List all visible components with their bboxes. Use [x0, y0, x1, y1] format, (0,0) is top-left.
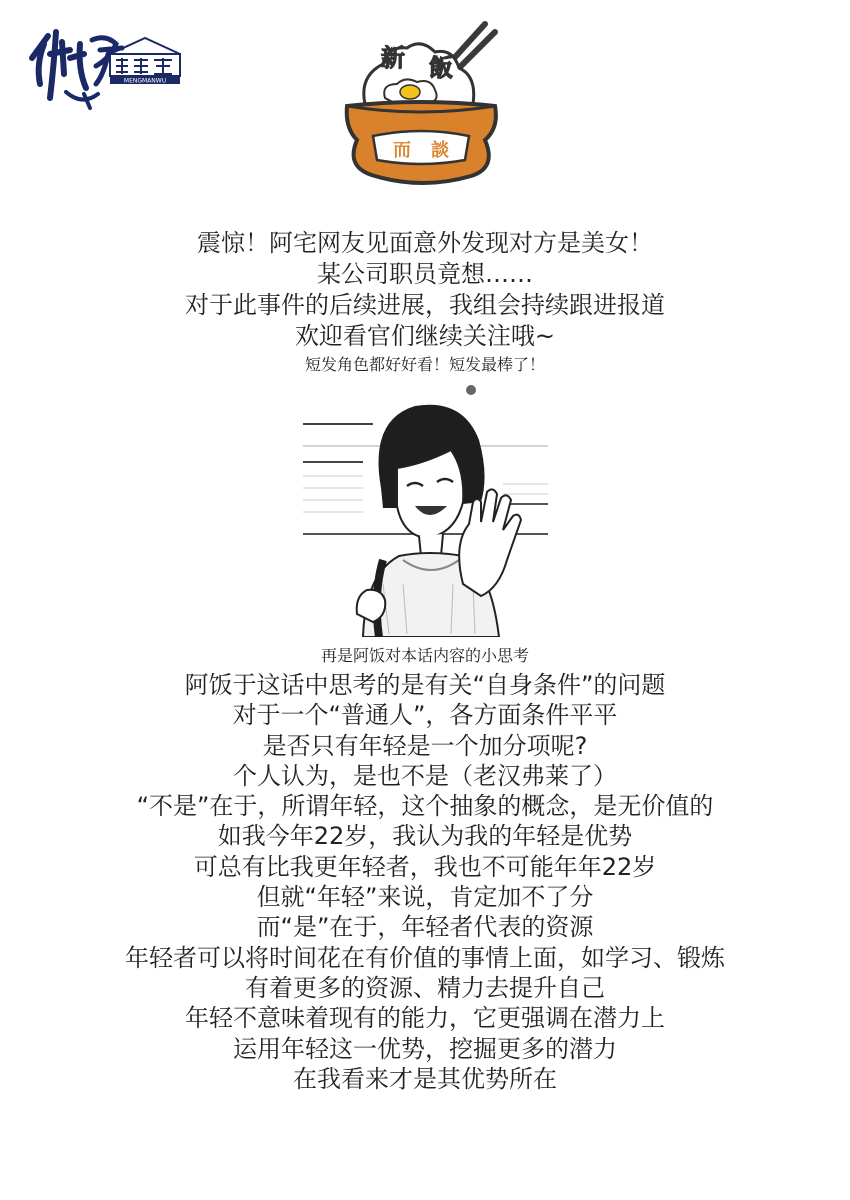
logo-char-new: 新 — [381, 44, 405, 72]
body-line: 有着更多的资源、精力去提升自己 — [245, 973, 605, 1002]
column-logo — [335, 18, 510, 190]
logo-char-talk: 談 — [431, 140, 449, 161]
logo-char-and: 而 — [393, 140, 411, 161]
intro-note: 短发角色都好好看！短发最棒了！ — [304, 355, 545, 374]
body-line: 个人认为，是也不是（老汉弗莱了） — [233, 761, 617, 790]
body-line: 阿饭于这话中思考的是有关“自身条件”的问题 — [184, 671, 666, 699]
intro-line: 某公司职员竟想…… — [317, 260, 533, 288]
intro-line: 欢迎看官们继续关注哦~ — [294, 322, 556, 350]
logo-char-rice: 飯 — [429, 54, 453, 82]
body-text — [0, 670, 850, 1094]
body-line: 对于一个“普通人”，各方面条件平平 — [232, 701, 618, 730]
body-line: 而“是”在于，年轻者代表的资源 — [256, 913, 594, 942]
logo-subtitle: MENGMANWU — [123, 77, 167, 85]
site-logo — [26, 14, 186, 114]
waving-girl-illustration — [303, 384, 548, 637]
body-line: 可总有比我更年轻者，我也不可能年年22岁 — [193, 852, 657, 881]
body-line: 但就“年轻”来说，肯定加不了分 — [256, 883, 594, 912]
panel-caption: 再是阿饭对本话内容的小思考 — [320, 646, 529, 665]
body-line: “不是”在于，所谓年轻，这个抽象的概念，是无价值的 — [136, 792, 714, 821]
body-line: 年轻者可以将时间花在有价值的事情上面，如学习、锻炼 — [125, 943, 725, 972]
body-line: 在我看来才是其优势所在 — [293, 1064, 557, 1093]
body-line: 如我今年22岁，我认为我的年轻是优势 — [217, 822, 633, 851]
intro-text — [0, 228, 850, 376]
manga-panel — [303, 384, 548, 637]
intro-line: 震惊！阿宅网友见面意外发现对方是美女！ — [197, 229, 653, 257]
body-line: 年轻不意味着现有的能力，它更强调在潜力上 — [185, 1004, 665, 1033]
body-line: 运用年轻这一优势，挖掘更多的潜力 — [233, 1034, 617, 1063]
intro-line: 对于此事件的后续进展，我组会持续跟进报道 — [185, 291, 665, 319]
body-line: 是否只有年轻是一个加分项呢? — [262, 731, 588, 760]
